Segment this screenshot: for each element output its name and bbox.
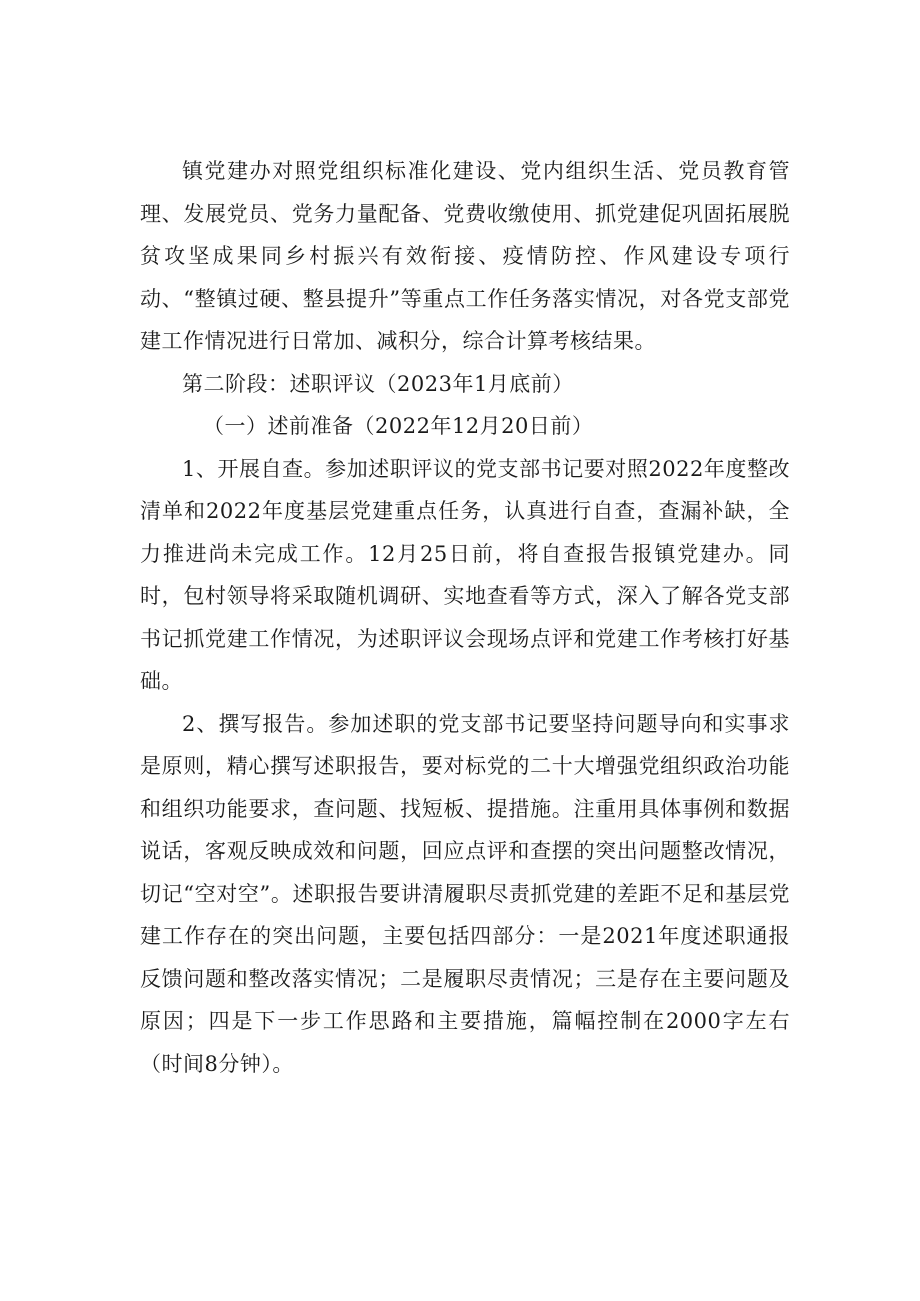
preparation-subheading: （一）述前准备（2022年12月20日前） <box>203 414 594 438</box>
paragraph-report-writing: 2、撰写报告。参加述职的党支部书记要坚持问题导向和实事求是原则，精心撰写述职报告，要对标党的二十大增强党组织政治功能和组织功能要求，查问题、找短板、提措施。注重用具体事例和数据说话，客观反映成效和问题，回应点评和查摆的突出问题整改情况，切记“空对空”。述职报告要讲清履职尽责抓党建的差距不足和基层党建工作存在的突出问题，主要包括四部分：一是2021年度述职通报反馈问题和整改落实情况；二是履职尽责情况；三是存在主要问题及原因；四是下一步工作思路和主要措施，篇幅控制在2000字左右（时间8分钟）。 <box>140 711 790 1076</box>
document-body <box>140 150 790 1085</box>
stage-two-heading: 第二阶段：述职评议（2023年1月底前） <box>182 371 574 396</box>
paragraph-self-inspection: 1、开展自查。参加述职评议的党支部书记要对照2022年度整改清单和2022年度基层党建重点任务，认真进行自查，查漏补缺，全力推进尚未完成工作。12月25日前，将自查报告报镇党建办。同时，包村领导将采取随机调研、实地查看等方式，深入了解各党支部书记抓党建工作情况，为述职评议会现场点评和党建工作考核打好基础。 <box>140 456 790 693</box>
paragraph-assessment-summary: 镇党建办对照党组织标准化建设、党内组织生活、党员教育管理、发展党员、党务力量配备、党费收缴使用、抓党建促巩固拓展脱贫攻坚成果同乡村振兴有效衔接、疫情防控、作风建设专项行动、“整镇过硬、整县提升”等重点工作任务落实情况，对各党支部党建工作情况进行日常加、减积分，综合计算考核结果。 <box>140 159 790 353</box>
